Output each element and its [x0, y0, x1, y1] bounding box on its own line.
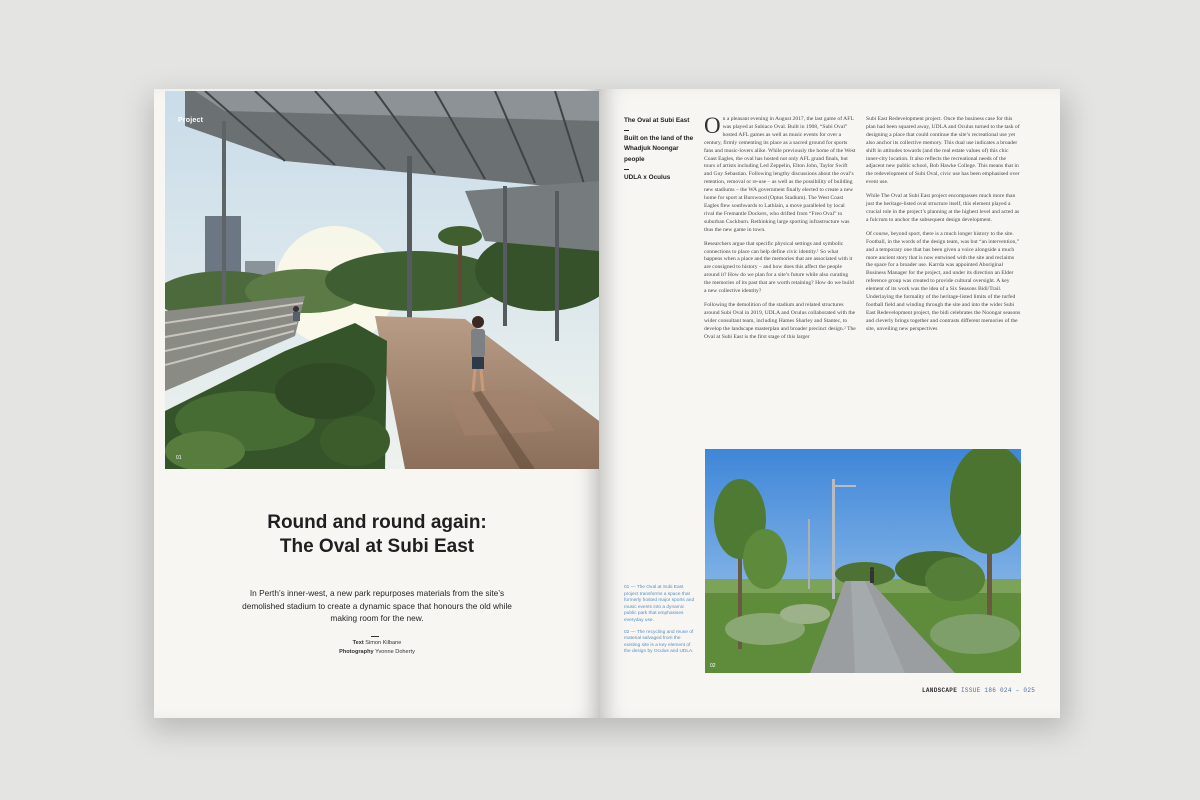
issue-number: ISSUE 186 — [961, 687, 997, 694]
body-paragraph — [704, 113, 856, 235]
park-path-photo — [705, 449, 1021, 673]
magazine-name: LANDSCAPE — [922, 687, 958, 694]
photo-credit-name: Yvonne Doherty — [375, 649, 415, 655]
left-page — [154, 89, 600, 718]
body-paragraph: While The Oval at Subi East project encompasses much more than just the heritage-listed oval structure itself, this element played a crucial role in the project’s planning at the highest level and acted as a fulcrum to anchor the subsequent design development. — [866, 193, 1020, 223]
body-paragraph: Of course, beyond sport, there is a much longer history to the site. Football, in the words of the design team, was but “an intervention,” and a temporary one that has been given a voice alongside a much more ancient story that is now entwined with the site and reclaims the space for a broader use. Karrda was appointed Aboriginal Business Manager for the project, and under its direction an Elder reference group was created to provide cultural oversight. A key element of its work was the idea of a Six Seasons Bidi/Trail. Underlaying the formality of the heritage-listed limits of the turfed football field and winding through the site and into the wider Subi East Redevelopment project, the bidi celebrates the Noongar seasons and cleverly brings together and contrasts different memories of the site, unveiling new perspectives — [866, 230, 1021, 332]
body-text: n a pleasant evening in August 2017, the last game of AFL was played at Subiaco Oval. Built in 1908, “Subi Oval” hosted AFL games as well as music events for over a century, firmly cementing its place as a sacred ground for sports fans and music-lovers alike. While previously the home of the West Coast Eagles, the oval has hosted not only AFL grand finals, but tours of artists including Led Zeppelin, Elton John, Taylor Swift and Guy Sebastian. Following lengthy discussions about the oval’s retention, removal or re-use – as well as the possibility of building new stadiums – the WA government finally elected to create a new home for sport at Burswood (Optus Stadium). The West Coast Eagles flew southwards to Lathlain, a move paralleled by local rival the Fremantle Dockers, who drifted from “Freo Oval” to suburban Cockburn. Rethinking large sporting infrastructure was thus the new game in town. — [704, 116, 856, 233]
sidebar-dash — [624, 169, 629, 170]
caption-01: 01 — The Oval at Subi East project transforms a space that formerly hosted major sports and music events into a dynamic public park that emphasises everyday use. — [624, 585, 695, 623]
page-numbers: 024 – 025 — [1000, 687, 1036, 694]
photo-credit-label: Photography — [339, 649, 374, 655]
sidebar-dash — [624, 130, 629, 131]
article-credits — [250, 639, 504, 657]
sidebar-credit: UDLA x Oculus — [624, 173, 671, 181]
page-folio — [922, 687, 1035, 694]
text-credit — [250, 639, 504, 648]
section-label: Project — [178, 117, 204, 124]
body-paragraph: Researchers argue that specific physical settings and symbolic connections to place can help define civic identity.¹ So what happens when a place and the memories that are associated with it are consigned to history – and how does this affect the people around it? How do we plan for a site’s future while also curating the memories of its past that are worth retaining? How do we build a new collective identity? — [704, 240, 854, 295]
photo-number: 01 — [176, 455, 182, 461]
sidebar-subtitle: Built on the land of the Whadjuk Noongar people — [624, 135, 694, 163]
drop-cap: O — [704, 113, 721, 138]
stadium-canopy-photo — [165, 91, 599, 469]
body-paragraph: Following the demolition of the stadium and related structures around Subi Oval in 2019, UDLA and Oculus collaborated with the wider consultant team, including Hames Sharley and Stantec, to develop the landscape masterplan and broader precinct design.² The Oval at Subi East is the first stage of this larger — [704, 301, 856, 340]
headline-line-1: Round and round again: — [267, 512, 487, 533]
text-credit-label: Text — [352, 640, 364, 646]
caption-02: 02 — The recycling and reuse of material salvaged from the existing site is a key element of the design by Oculus and UDLA. — [624, 629, 694, 655]
photo-captions — [624, 585, 698, 661]
photo-credit — [250, 648, 504, 657]
text-credit-name: Simon Kilbane — [365, 640, 402, 646]
article-sidebar — [624, 116, 698, 183]
headline-line-2: The Oval at Subi East — [279, 536, 475, 557]
body-column-1 — [704, 113, 856, 347]
sidebar-title: The Oval at Subi East — [624, 117, 690, 124]
article-headline — [194, 511, 560, 559]
divider-dash — [371, 636, 379, 637]
photo-number: 02 — [710, 663, 716, 669]
body-paragraph: Subi East Redevelopment project. Once the business case for this plan had been squared away, UDLA and Oculus turned to the task of designing a place that could continue the site’s recreational use yet also anchor its collective memory. This dual use indicates a broader shift in attitudes towards (and the real estate values of) this chic inner-city location. It also reflects the recreational needs of the adjacent new public school, Bob Hawke College. This means that in the redevelopment of Subi Oval, civic use has been emphasised over event use. — [866, 116, 1020, 186]
body-column-2 — [866, 116, 1022, 340]
right-page — [600, 89, 1060, 718]
standfirst: In Perth’s inner-west, a new park repurposes materials from the site’s demolished stadium to create a dynamic space that honours the old while making room for the new. — [242, 588, 512, 623]
